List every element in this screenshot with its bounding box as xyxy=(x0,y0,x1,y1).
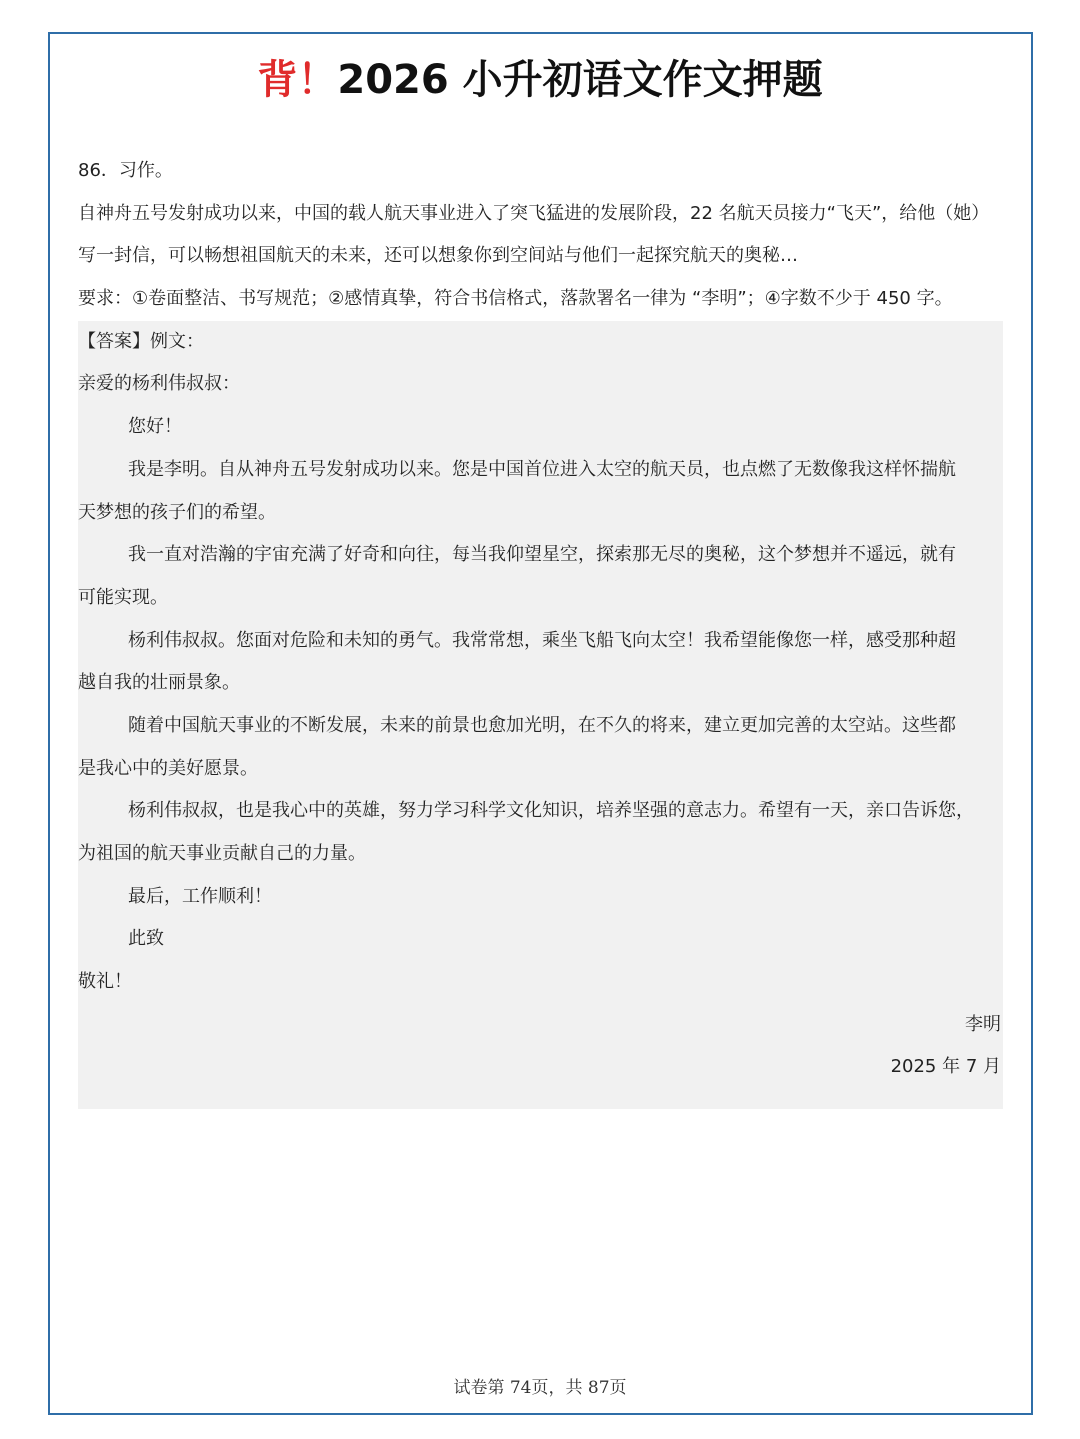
document-body xyxy=(78,150,1003,1109)
answer-box xyxy=(78,321,1003,1109)
page-footer: 试卷第 74页，共 87页 xyxy=(453,1378,627,1398)
letter-greeting: 您好！ xyxy=(128,416,182,438)
letter-date: 2025 年 7 月 xyxy=(890,1056,1001,1078)
letter-paragraph-line: 杨利伟叔叔。您面对危险和未知的勇气。我常常想，乘坐飞船飞向太空！我希望能像您一样，感受那种超 xyxy=(128,629,956,651)
question-prompt-line: 自神舟五号发射成功以来，中国的载人航天事业进入了突飞猛进的发展阶段，22 名航天员接力“飞天”，给他（她） xyxy=(78,202,990,224)
letter-paragraph-line: 我一直对浩瀚的宇宙充满了好奇和向往，每当我仰望星空，探索那无尽的奥秘，这个梦想并不遥远，就有 xyxy=(128,544,956,566)
letter-paragraph-line: 杨利伟叔叔，也是我心中的英雄，努力学习科学文化知识，培养坚强的意志力。希望有一天，亲口告诉您， xyxy=(128,800,974,822)
answer-label: 【答案】例文： xyxy=(78,330,204,352)
letter-cizhi: 此致 xyxy=(128,928,164,950)
letter-jingli: 敬礼！ xyxy=(78,971,132,993)
letter-signature: 李明 xyxy=(965,1013,1001,1035)
letter-paragraph-line: 我是李明。自从神舟五号发射成功以来。您是中国首位进入太空的航天员，也点燃了无数像我这样怀揣航 xyxy=(128,458,956,480)
question-number: 86．习作。 xyxy=(78,160,173,181)
letter-paragraph-line: 可能实现。 xyxy=(78,586,168,608)
letter-paragraph-line: 越自我的壮丽景象。 xyxy=(78,672,240,694)
letter-closing: 最后，工作顺利！ xyxy=(128,885,272,907)
letter-paragraph-line: 天梦想的孩子们的希望。 xyxy=(78,501,276,523)
letter-salutation: 亲爱的杨利伟叔叔： xyxy=(78,373,240,395)
question-prompt-line: 写一封信，可以畅想祖国航天的未来，还可以想象你到空间站与他们一起探究航天的奥秘… xyxy=(78,245,798,267)
title-accent: 背！ xyxy=(257,57,338,103)
letter-paragraph-line: 是我心中的美好愿景。 xyxy=(78,757,258,779)
question-requirements: 要求：①卷面整洁、书写规范；②感情真挚，符合书信格式，落款署名一律为 “李明”；④字数不少于 450 字。 xyxy=(78,288,953,310)
letter-paragraph-line: 为祖国的航天事业贡献自己的力量。 xyxy=(78,843,366,864)
title-text: 2026 小升初语文作文押题 xyxy=(337,57,823,103)
letter-paragraph-line: 随着中国航天事业的不断发展，未来的前景也愈加光明，在不久的将来，建立更加完善的太空站。这些都 xyxy=(128,714,956,736)
page-title xyxy=(0,52,1080,108)
